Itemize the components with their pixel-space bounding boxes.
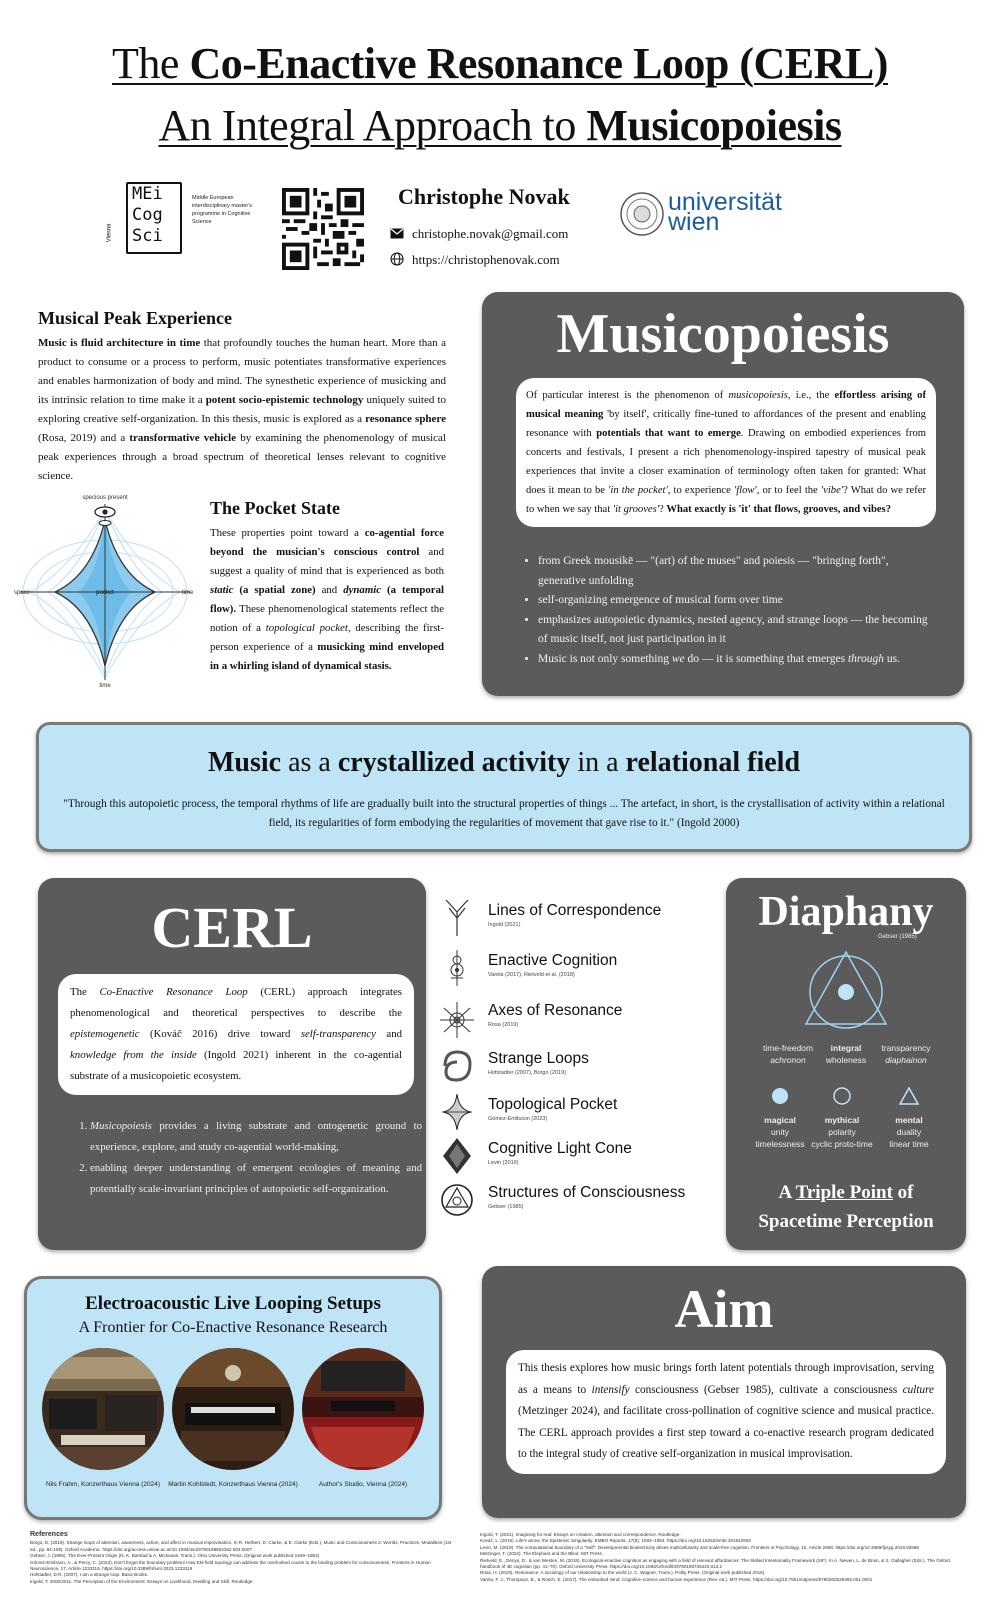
mythical-circle-icon	[832, 1086, 852, 1106]
diaphany-mental: mental duality linear time	[889, 1115, 929, 1149]
reference-item: Varela, F. J., Thompson, E., & Rosch, E. (2017). The embodied mind: Cognitive science and human experience (Rev. ed.). MIT Press. https://doi.org/10.7551/mitpress/9780262529365.001.0001	[480, 1576, 873, 1582]
photo-caption: Martin Kohlstedt, Konzerthaus Vienna (2024)	[168, 1481, 298, 1488]
concept-item-cone	[440, 1136, 710, 1180]
pocket-heading: The Pocket State	[210, 498, 340, 518]
peak-body: Music is fluid architecture in time that profoundly touches the human heart. More than a product to consume or a process to perform, music potentiates transformative experiences and enables harmonization of body and mind. The synesthetic experience of musicking and its intrinsic relation to time make it a potent socio-epistemic technology uniquely suited to exploring creative self-organization. In this thesis, music is explored as a resonance sphere (Rosa, 2019) and a transformative vehicle by examining the phenomenology of musical peak experiences through a broad spectrum of theoretical lenses relevant to cognitive science.	[38, 337, 447, 482]
email-row[interactable]	[390, 226, 568, 242]
photo-caption: Author's Studio, Vienna (2024)	[318, 1481, 408, 1488]
meicogsci-logo	[106, 182, 258, 257]
integral-triangle-icon	[800, 948, 892, 1032]
photo-nils-frahm	[41, 1347, 165, 1471]
crystal-heading: Music as a crystallized activity in a relational field	[207, 747, 801, 778]
diaphany-heading: Diaphany	[758, 889, 934, 935]
diagram-label-left: space	[14, 590, 31, 596]
enactive-icon	[440, 948, 474, 988]
concept-name: Enactive Cognition	[488, 952, 618, 969]
cerl-list-item: 2. enabling deeper understanding of emergent ecologies of meaning and potentially scale-invariant principles of autopoietic self-organization.	[90, 1158, 422, 1200]
cerl-box: The Co-Enactive Resonance Loop (CERL) approach integrates phenomenological and theoretical perspectives to describe the epistemogenetic (Kováč 2016) drive toward self-transparency and knowledge from the inside (Ingold 2021) inherent in the co-agential substrate of a musicopoietic ecosystem.	[58, 974, 414, 1095]
concept-source: Hofstadter (2007), Borgo (2019)	[488, 1070, 566, 1076]
concept-source: Levin (2019)	[488, 1160, 519, 1166]
cerl-heading: CERL	[151, 895, 313, 960]
concept-name: Cognitive Light Cone	[488, 1140, 632, 1157]
concept-name: Axes of Resonance	[488, 1002, 623, 1019]
logo-mark: MEi Cog Sci	[126, 182, 182, 254]
diaphany-mythical: mythical polarity cyclic proto-time	[811, 1115, 873, 1149]
concept-name: Structures of Consciousness	[488, 1184, 686, 1201]
mail-icon	[390, 228, 404, 239]
university-seal-icon	[620, 192, 664, 236]
reference-item: Hofstadter, D.R. (2007). I am a strange loop. Basic Books.	[30, 1572, 149, 1578]
concept-item-lines	[440, 898, 710, 942]
author-name: Christophe Novak	[398, 184, 570, 209]
loop-icon	[440, 1046, 474, 1086]
bullet-item: • emphasizes autopoietic dynamics, nested agency, and strange loops — the becoming of music itself, not just participation in it	[538, 611, 938, 650]
musicopoiesis-bullets	[516, 552, 938, 669]
peak-heading: Musical Peak Experience	[38, 308, 232, 328]
globe-icon	[390, 252, 404, 266]
photo-author-studio	[301, 1347, 425, 1471]
aim-heading: Aim	[674, 1279, 774, 1339]
concept-name: Lines of Correspondence	[488, 902, 662, 919]
mental-triangle-icon	[898, 1086, 920, 1106]
pocket-icon	[440, 1092, 474, 1132]
diaphany-transparency: transparency diaphainon	[881, 1043, 931, 1065]
triple-point-heading: A Triple Point of Spacetime Perception	[758, 1182, 934, 1232]
website-text[interactable]: https://christophenovak.com	[412, 252, 560, 267]
references-heading: References	[30, 1531, 68, 1538]
bullet-item: • Music is not only something we do — it is something that emerges through us.	[538, 650, 938, 670]
bullet-item: • from Greek mousikē — "(art) of the muses" and poiesis — "bringing forth", generative unfolding	[538, 552, 938, 591]
electro-heading: Electroacoustic Live Looping Setups	[85, 1293, 381, 1314]
reference-item: Gómez-Emilsson, A., & Percy, C. (2023). Don't forget the boundary problem! How EM field topology can address the overlooked cousin to the binding problem for consciousness. Frontiers in Human Neuroscience, 17, Article 1233119. https://doi.org/10.3389/fnhum.2023.1233119	[30, 1559, 431, 1572]
reference-item: Kováč, L. (2016). Life's arrow: the Epistemic Singularity. EMBO Reports, 17(8), 1083–1084. https://doi.org/10.15252/embr.201642902	[480, 1538, 751, 1544]
musicopoiesis-panel	[482, 292, 964, 696]
concept-name: Strange Loops	[488, 1050, 589, 1067]
concept-source: Varela (2017), Rietveld et al. (2018)	[488, 972, 575, 978]
concept-item-axes	[440, 998, 710, 1042]
reference-item: Levin, M. (2019). The computational boundary of a "Self": Developmental bioelectricity drives multicellularity and scale-free cognition. Frontiers in Psychology, 10, Article 2688. https://doi.org/10.3389/fpsyg.2019.02688	[480, 1544, 919, 1550]
diagram-label-center: pocket	[96, 590, 114, 596]
concept-source: Ingold (2021)	[488, 922, 521, 928]
concept-item-loops	[440, 1046, 710, 1090]
cone-icon	[440, 1136, 474, 1176]
photo-caption: Nils Frahm, Konzerthaus Vienna (2024)	[45, 1481, 161, 1488]
reference-item: Ingold, T. 2000/2011. The Perception of the Environment: Essays on Livelihood, Dwelling and Skill. Routledge	[30, 1578, 253, 1584]
reference-item: Borgo, D. (2019). Strange loops of attention, awareness, action, and affect in musical improvisation. In R. Herbert, D. Clarke, & E. Clarke (Eds.), Music and Consciousness 2: Worlds, Practices, Modalities (1st ed., pp. 94-109). Oxford Academic. https://doi.org/access.univie.ac.at/10.1093/oso/9780198804352.003.0007	[30, 1540, 452, 1552]
poster-subtitle: An Integral Approach to Musicopoiesis	[158, 101, 842, 150]
references-left	[30, 1532, 460, 1585]
aim-box: This thesis explores how music brings forth latent potentials through improvisation, serving as a means to intensify consciousness (Gebser 1985), cultivate a consciousness culture (Metzinger 2024), and facilitate cross-pollination of cognitive science and musical practice. The CERL approach provides a first step toward a co-enactive research program dedicated to the integral study of creative self-organization in musical improvisation.	[506, 1350, 946, 1474]
electro-subheading: A Frontier for Co-Enactive Resonance Research	[78, 1319, 388, 1336]
diaphany-time-freedom: time-freedom achronon	[762, 1043, 814, 1065]
pocket-diagram	[10, 490, 200, 688]
cerl-panel	[38, 878, 426, 1250]
concept-item-enactive	[440, 948, 710, 992]
concept-source: Gebser (1985)	[488, 1204, 524, 1210]
musicopoiesis-heading: Musicopoiesis	[556, 303, 890, 365]
diagram-label-bottom: time	[99, 683, 111, 688]
concept-source: Gómez-Emilsson (2023)	[488, 1116, 548, 1122]
photo-martin-kohlstedt	[171, 1347, 295, 1471]
reference-item: Gebser, J. (1985). The Ever-Present Origin (N. K. Barstad & A. Mickunas, Trans.). Ohio University Press. (Original work published 1949–1953)	[30, 1553, 320, 1559]
diagram-label-right: time	[182, 590, 194, 596]
concept-item-pocket	[440, 1092, 710, 1136]
email-text[interactable]: christophe.novak@gmail.com	[412, 226, 569, 241]
diaphany-panel	[726, 878, 966, 1250]
magical-dot-icon	[770, 1086, 790, 1106]
reference-item: Rietveld, E., Denys, D., & van Westen, M. (2018). Ecological-enactive cognition as engaging with a field of relevant affordances: The Skilled Intentionality Framework (SIF). In A. Newen, L. de Bruin, & S. Gallagher (Eds.), The Oxford handbook of 4E cognition (pp. 41–70). Oxford University Press. https://doi.org/10.1093/oxfordhb/9780198735410.013.2	[480, 1557, 950, 1570]
aim-panel	[482, 1266, 966, 1518]
univie-logo	[620, 188, 790, 240]
concept-name: Topological Pocket	[488, 1096, 618, 1113]
bullet-item: • self-organizing emergence of musical form over time	[538, 591, 938, 611]
axes-icon	[440, 998, 474, 1038]
reference-item: Rosa, H. (2019). Resonance: A sociology of our relationship to the world (J. C. Wagner, Trans.). Polity Press. (Original work published 2016)	[480, 1570, 765, 1576]
logo-caption: Middle European interdisciplinary master's programme in Cognitive Science	[192, 195, 253, 225]
concept-item-structures	[440, 1180, 710, 1224]
diaphany-source: Gebser (1985)	[878, 934, 917, 940]
crystal-banner	[36, 722, 972, 852]
cerl-list	[38, 1116, 422, 1200]
structures-icon	[440, 1180, 474, 1220]
cerl-list-item: 1. Musicopoiesis provides a living substrate and ontogenetic ground to experience, explore, and study co-agential world-making,	[90, 1116, 422, 1158]
diaphany-magical: magical unity timelessness	[755, 1115, 805, 1149]
diaphany-integral: integral wholeness	[825, 1043, 867, 1065]
concept-source: Rosa (2019)	[488, 1022, 519, 1028]
qr-code	[282, 188, 364, 270]
musicopoiesis-box: Of particular interest is the phenomenon of musicopoiesis, i.e., the effortless arising of musical meaning 'by itself', critically fine-tuned to affordances of the present and enabling resonance with potentials that want to emerge. Drawing on embodied experiences from concerts and festivals, I present a rich phenomenology-inspired tapestry of musical peak experiences that invite a closer examination of terminology often taken for granted: What does it mean to be 'in the pocket', to experience 'flow', or to feel the 'vibe'? What do we refer to when we say that 'it grooves'? What exactly is 'it' that flows, grooves, and vibes?	[516, 378, 936, 527]
website-row[interactable]	[390, 252, 560, 268]
crystal-quote: "Through this autopoietic process, the temporal rhythms of life are gradually built into the structural properties of things ... The artefact, in short, is the crystallisation of activity within a relational field, its regularities of form embodying the regularities of movement that gave rise to it." (Ingold 2000)	[63, 798, 945, 829]
lines-icon	[440, 898, 474, 938]
poster-title: The Co-Enactive Resonance Loop (CERL)	[112, 39, 888, 88]
diagram-label-top: specious present	[82, 495, 128, 501]
pocket-body: These properties point toward a co-agential force beyond the musician's conscious control and suggest a quality of mind that is experienced as both static (a spatial zone) and dynamic (a temporal flow). These phenomenological statements reflect the notion of a topological pocket, describing the first-person experience of a musicking mind enveloped in a whirling island of dynamical stasis.	[210, 527, 445, 672]
uni-name: universität wien	[668, 188, 782, 236]
electro-panel	[24, 1276, 442, 1520]
logo-side-label: Vienna	[106, 223, 113, 243]
reference-item: Ingold, T. (2021). Imagining for real: Essays on creation, attention and correspondence. Routledge.	[480, 1532, 681, 1537]
reference-item: Metzinger, T. (2024). The Elephant and the Blind. MIT Press.	[480, 1551, 604, 1557]
references-right	[480, 1532, 970, 1583]
